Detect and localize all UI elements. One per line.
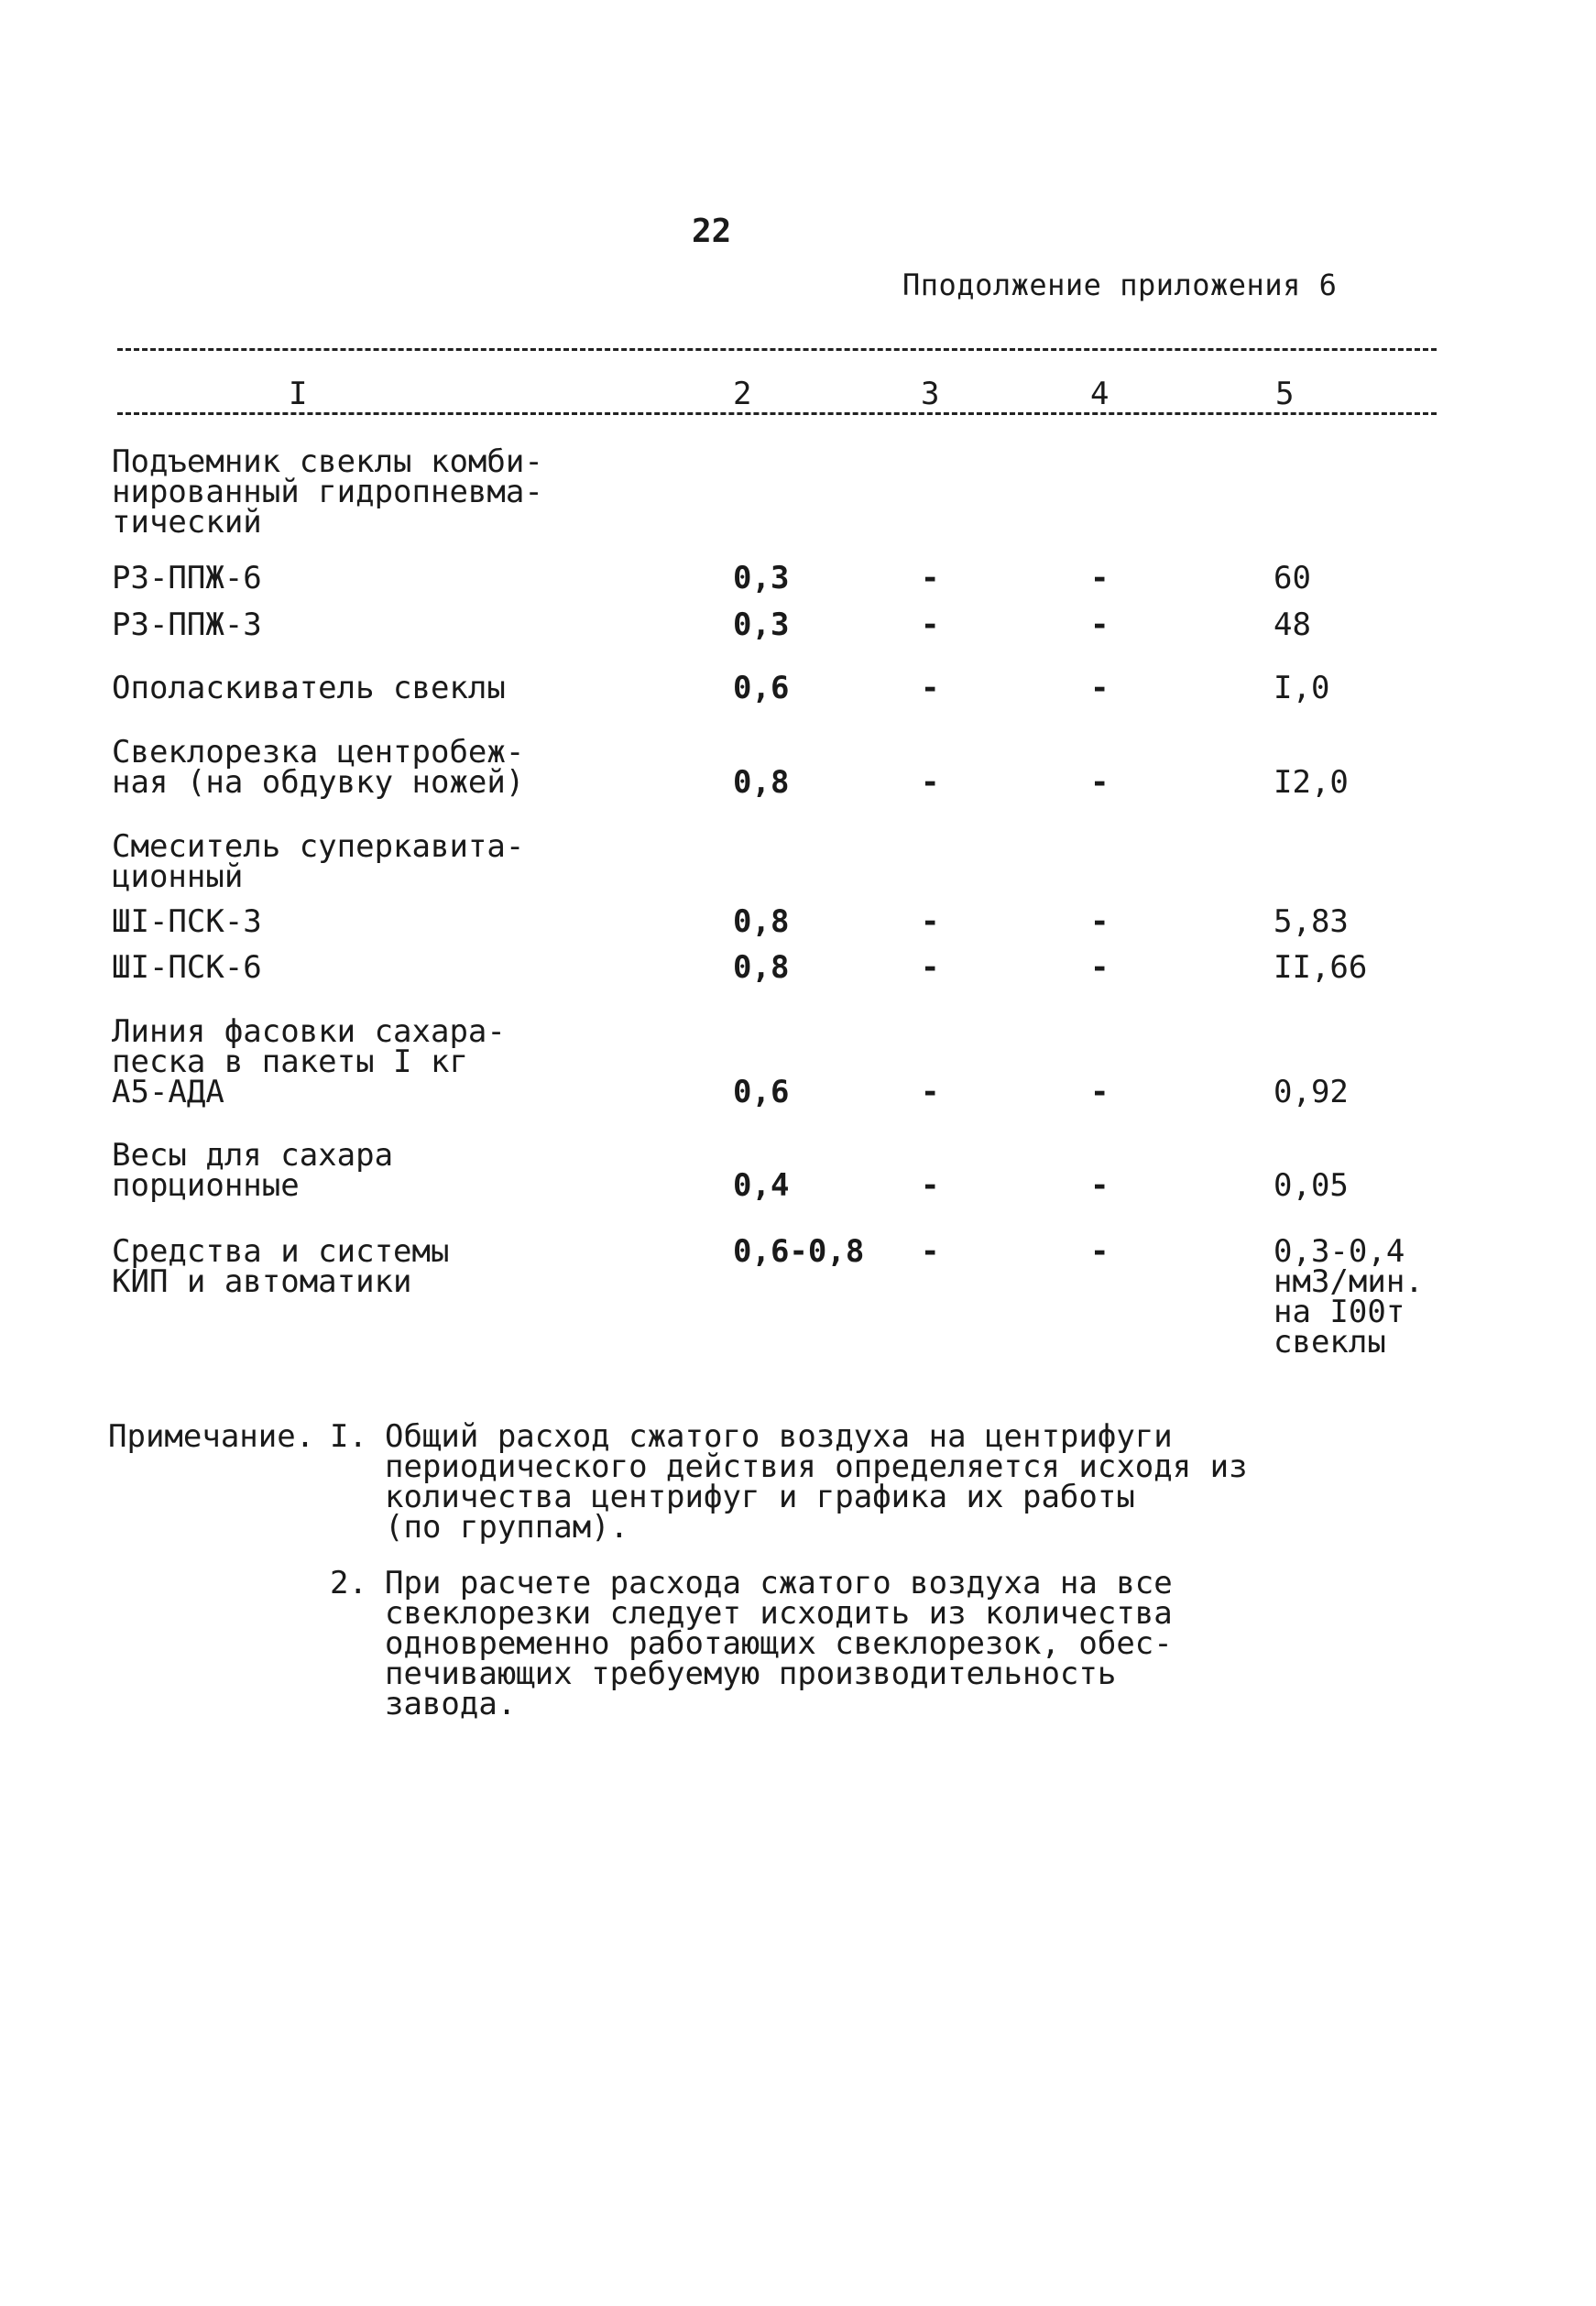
row-col2: 0,3 — [733, 607, 790, 643]
column-header-1: I — [289, 376, 308, 412]
row-name: ШI-ПСК-6 — [112, 949, 262, 986]
row-col2: 0,8 — [733, 903, 790, 940]
row-col4: - — [1090, 949, 1110, 986]
row-col2: 0,4 — [733, 1167, 790, 1204]
row-col4: - — [1090, 1074, 1110, 1110]
row-col2: 0,6 — [733, 1074, 790, 1110]
row-name: Подъемник свеклы комби- нированный гидропневма- тический — [112, 443, 543, 541]
row-col3: - — [921, 1167, 940, 1204]
row-col5: II,66 — [1274, 949, 1368, 986]
row-col2: 0,6-0,8 — [733, 1233, 865, 1270]
row-col4: - — [1090, 1167, 1110, 1204]
notes-label: Примечание. — [108, 1418, 315, 1455]
row-col2: 0,8 — [733, 949, 790, 986]
row-col3: - — [921, 560, 940, 596]
row-col2: 0,3 — [733, 560, 790, 596]
row-col3: - — [921, 670, 940, 706]
note-number: I. — [330, 1418, 367, 1455]
table-top-rule — [117, 348, 1437, 351]
column-header-4: 4 — [1090, 376, 1110, 412]
row-name: Средства и системы КИП и автоматики — [112, 1233, 450, 1300]
row-col5: 0,05 — [1274, 1167, 1349, 1204]
row-name: Свеклорезка центробеж- ная (на обдувку ножей) — [112, 734, 525, 801]
row-name: РЗ-ППЖ-6 — [112, 560, 262, 596]
page-number: 22 — [692, 213, 732, 250]
row-col3: - — [921, 607, 940, 643]
row-col3: - — [921, 903, 940, 940]
row-col5: I,0 — [1274, 670, 1330, 706]
row-col3: - — [921, 1074, 940, 1110]
row-name: Смеситель суперкавита- ционный — [112, 828, 525, 895]
row-col3: - — [921, 1233, 940, 1270]
row-col5: 0,3-0,4 нмЗ/мин. на I00т свеклы — [1274, 1233, 1424, 1361]
row-col3: - — [921, 764, 940, 801]
row-col5: I2,0 — [1274, 764, 1349, 801]
note-text: Общий расход сжатого воздуха на центрифуги периодического действия определяется исходя из количества центрифуг и графика их работы (по группам). — [385, 1418, 1248, 1546]
row-name: РЗ-ППЖ-3 — [112, 607, 262, 643]
row-col2: 0,6 — [733, 670, 790, 706]
row-name: ШI-ПСК-3 — [112, 903, 262, 940]
continuation-heading: Пподолжение приложения 6 — [902, 268, 1338, 302]
row-col4: - — [1090, 670, 1110, 706]
row-col4: - — [1090, 764, 1110, 801]
column-header-2: 2 — [733, 376, 752, 412]
row-col5: 60 — [1274, 560, 1311, 596]
row-col3: - — [921, 949, 940, 986]
row-col4: - — [1090, 1233, 1110, 1270]
table-header-rule — [117, 412, 1437, 415]
row-col4: - — [1090, 560, 1110, 596]
row-name: Линия фасовки сахара- песка в пакеты I кг А5-АДА — [112, 1013, 506, 1110]
row-col5: 0,92 — [1274, 1074, 1349, 1110]
row-col5: 5,83 — [1274, 903, 1349, 940]
row-name: Ополаскиватель свеклы — [112, 670, 506, 706]
row-col4: - — [1090, 903, 1110, 940]
row-col5: 48 — [1274, 607, 1311, 643]
note-text: При расчете расхода сжатого воздуха на все свеклорезки следует исходить из количества одновременно работающих свеклорезок, обес- печивающих требуемую производительность завода. — [385, 1565, 1173, 1722]
note-number: 2. — [330, 1565, 367, 1601]
row-name: Весы для сахара порционные — [112, 1137, 394, 1204]
row-col4: - — [1090, 607, 1110, 643]
row-col2: 0,8 — [733, 764, 790, 801]
column-header-5: 5 — [1275, 376, 1295, 412]
column-header-3: 3 — [921, 376, 940, 412]
